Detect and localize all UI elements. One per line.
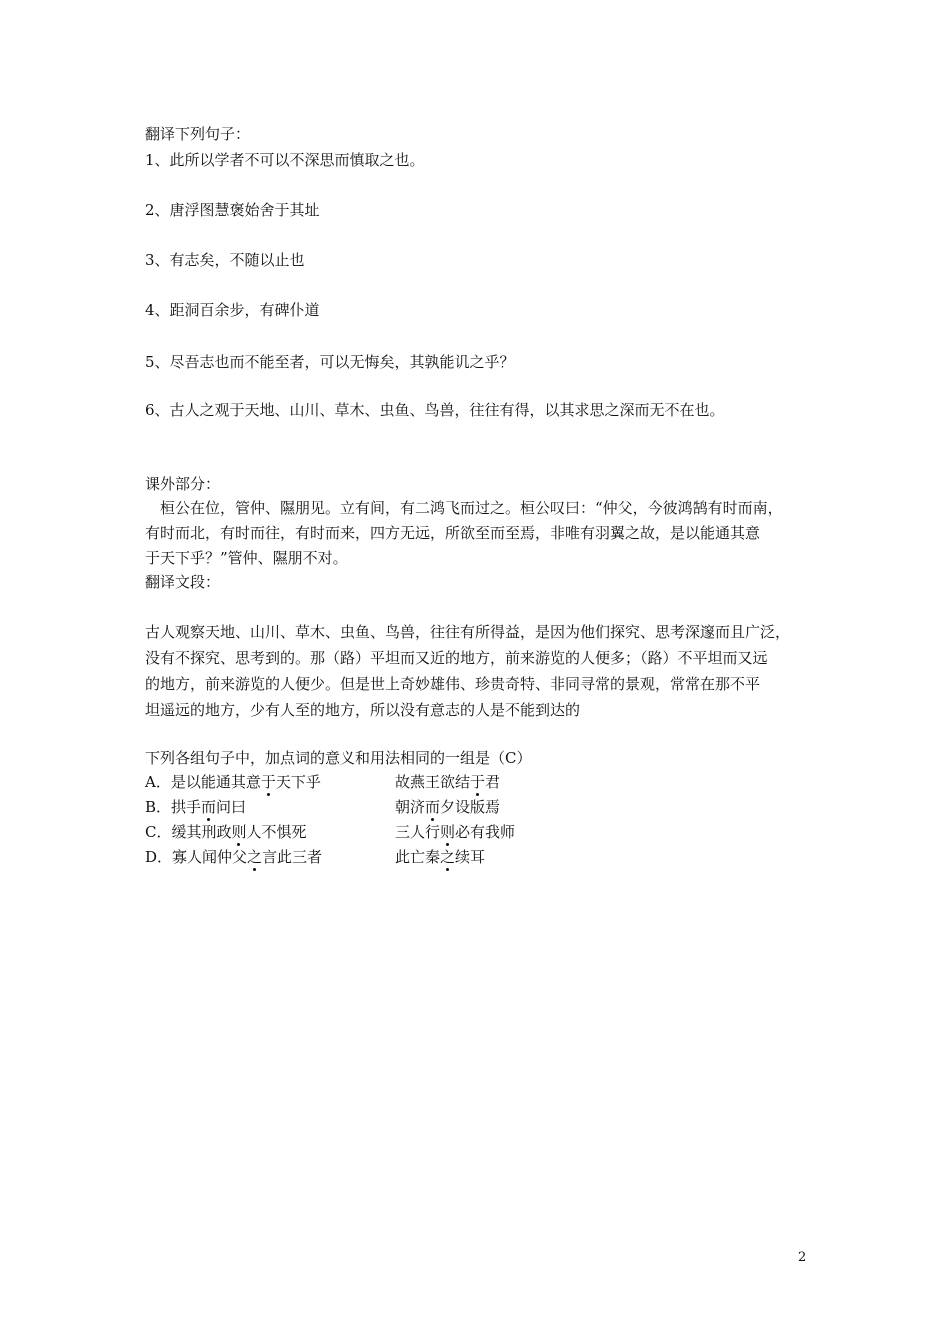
passage-line: 于天下乎？”管仲、隰朋不对。 xyxy=(145,549,348,567)
dotted-word: 于 xyxy=(470,773,486,791)
option-left-pre: C．缓其刑政 xyxy=(145,823,232,841)
dotted-word: 于 xyxy=(260,773,276,791)
option-c xyxy=(145,822,516,842)
passage-line: 有时而北，有时而往，有时而来，四方无远，所欲至而至焉，非唯有羽翼之故，是以能通其意 xyxy=(145,524,761,542)
translation-line: 古人观察天地、山川、草木、虫鱼、鸟兽，往往有所得益，是因为他们探究、思考深邃而且广泛， xyxy=(145,623,791,641)
option-right-pre: 朝济 xyxy=(395,798,426,816)
option-right xyxy=(395,847,485,867)
page-number: 2 xyxy=(798,1250,807,1265)
dotted-word: 则 xyxy=(231,823,247,841)
dotted-word: 之 xyxy=(440,848,456,866)
translation-line: 没有不探究、思考到的。那（路）平坦而又近的地方，前来游览的人便多；（路）不平坦而又远 xyxy=(145,649,768,667)
option-right xyxy=(395,797,500,817)
extra-heading: 课外部分： xyxy=(145,475,221,493)
option-a xyxy=(145,772,501,792)
sentence-item: 1、此所以学者不可以不深思而慎取之也。 xyxy=(145,151,425,169)
option-left-post: 天下乎 xyxy=(275,773,321,791)
option-right-post: 君 xyxy=(485,773,501,791)
question-text: 下列各组句子中，加点词的意义和用法相同的一组是（C） xyxy=(145,749,532,767)
sentence-item: 3、有志矣，不随以止也 xyxy=(145,251,305,269)
translation-line: 坦遥远的地方，少有人至的地方，所以没有意志的人是不能到达的 xyxy=(145,701,581,719)
option-b xyxy=(145,797,501,817)
translation-line: 的地方，前来游览的人便少。但是世上奇妙雄伟、珍贵奇特、非同寻常的景观，常常在那不平 xyxy=(145,675,761,693)
option-left-post: 问曰 xyxy=(216,798,247,816)
translate-para-heading: 翻译文段： xyxy=(145,573,221,591)
passage-line: 桓公在位，管仲、隰朋见。立有间，有二鸿飞而过之。桓公叹曰：“仲父，今彼鸿鹄有时而南， xyxy=(145,499,783,517)
option-left-pre: B．拱手 xyxy=(145,798,202,816)
option-left-post: 人不惧死 xyxy=(246,823,307,841)
option-right-pre: 三人行 xyxy=(395,823,441,841)
option-right xyxy=(395,822,515,842)
option-left-pre: D．寡人闻仲父 xyxy=(145,848,248,866)
option-right-post: 夕设版焉 xyxy=(440,798,501,816)
option-right-post: 续耳 xyxy=(455,848,486,866)
dotted-word: 而 xyxy=(201,798,217,816)
translate-heading: 翻译下列句子： xyxy=(145,125,251,143)
option-right-pre: 故燕王欲结 xyxy=(395,773,471,791)
option-left-pre: A．是以能通其意 xyxy=(145,773,261,791)
dotted-word: 而 xyxy=(425,798,441,816)
option-right-pre: 此亡秦 xyxy=(395,848,441,866)
dotted-word: 之 xyxy=(247,848,263,866)
sentence-item: 5、尽吾志也而不能至者，可以无悔矣，其孰能讥之乎？ xyxy=(145,353,515,371)
sentence-item: 2、唐浮图慧褒始舍于其址 xyxy=(145,201,320,219)
sentence-item: 4、距洞百余步，有碑仆道 xyxy=(145,301,320,319)
option-left-post: 言此三者 xyxy=(262,848,323,866)
sentence-item: 6、古人之观于天地、山川、草木、虫鱼、鸟兽，往往有得，以其求思之深而无不在也。 xyxy=(145,401,725,419)
option-right-post: 必有我师 xyxy=(455,823,516,841)
option-d xyxy=(145,847,486,867)
dotted-word: 则 xyxy=(440,823,456,841)
option-right xyxy=(395,772,500,792)
